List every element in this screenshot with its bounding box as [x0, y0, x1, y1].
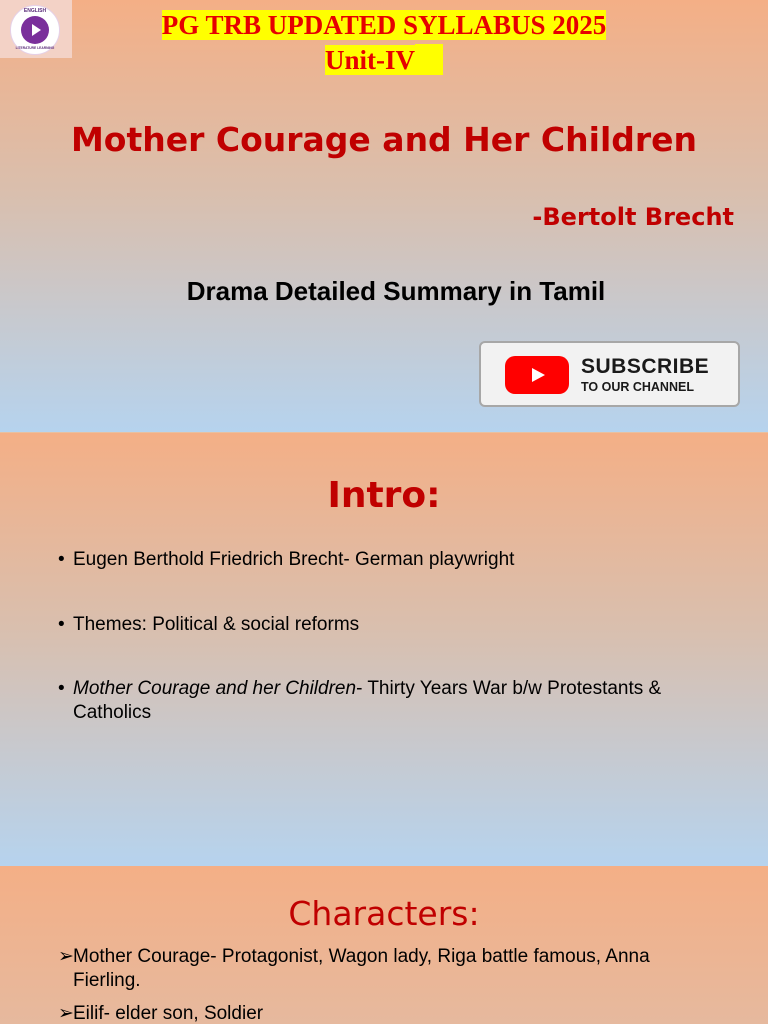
character-text: Eilif- elder son, Soldier — [73, 1003, 264, 1024]
summary-subtitle: Drama Detailed Summary in Tamil — [186, 276, 606, 306]
subscribe-label: SUBSCRIBE — [581, 355, 710, 378]
characters-slide — [0, 866, 768, 1024]
title-slide — [0, 0, 768, 432]
character-list — [58, 945, 718, 1024]
author-name: -Bertolt Brecht — [532, 203, 734, 231]
arrow-bullet-icon: ➢ — [58, 946, 74, 967]
youtube-play-icon — [505, 356, 569, 394]
bullet-text: - Thirty Years War b/w Protestants & Catholics — [73, 678, 662, 723]
unit-label-text: Unit-IV — [324, 45, 415, 75]
character-text: Mother Courage- Protagonist, Wagon lady, Riga battle famous, Anna Fierling. — [73, 946, 650, 991]
characters-heading: Characters: — [288, 894, 480, 933]
list-item — [58, 1002, 718, 1024]
subscribe-sublabel: TO OUR CHANNEL — [581, 380, 694, 394]
subscribe-button[interactable] — [479, 341, 740, 407]
play-title: Mother Courage and Her Children — [70, 120, 698, 159]
logo-bottom-text: LITERATURE LEARNING — [15, 46, 55, 50]
list-item — [58, 945, 718, 993]
green-marker — [415, 44, 443, 75]
intro-slide — [0, 432, 768, 866]
logo-top-text: ENGLISH — [23, 8, 47, 14]
arrow-bullet-icon: ➢ — [58, 1003, 74, 1024]
intro-heading: Intro: — [327, 475, 441, 516]
bullet-italic-title: Mother Courage and her Children — [73, 678, 357, 699]
list-item — [58, 548, 728, 572]
list-item — [58, 677, 728, 725]
syllabus-title — [0, 9, 768, 41]
syllabus-title-text: PG TRB UPDATED SYLLABUS 2025 — [161, 10, 607, 40]
unit-label — [0, 44, 768, 76]
bullet-text: Eugen Berthold Friedrich Brecht- German playwright — [73, 549, 515, 570]
bullet-text: Themes: Political & social reforms — [73, 614, 360, 635]
list-item — [58, 613, 728, 637]
